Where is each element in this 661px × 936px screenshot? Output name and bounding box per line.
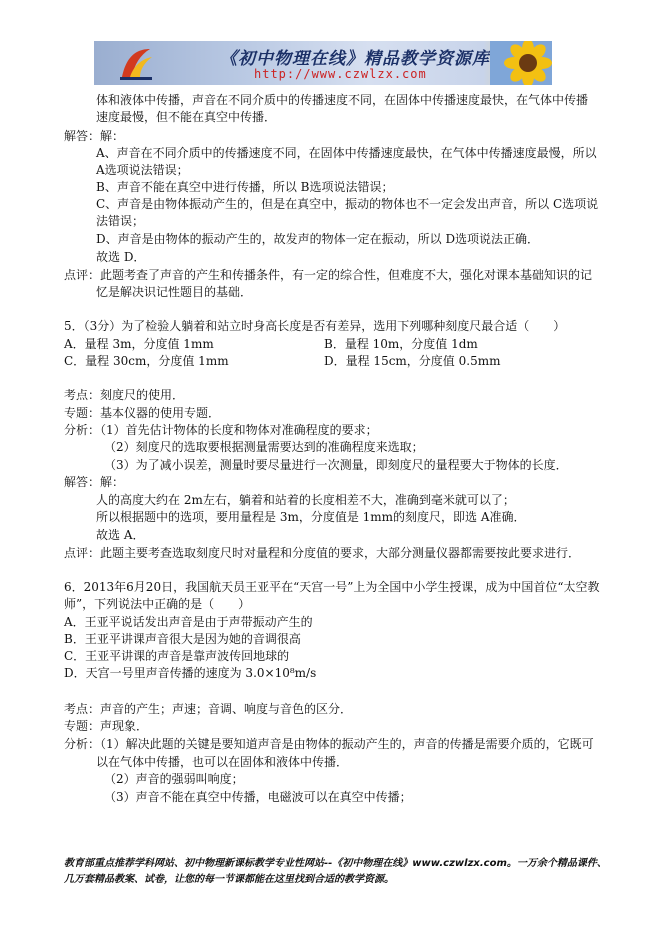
text-line: C．量程 30cm，分度值 1mm <box>64 354 229 368</box>
text-line: 考点：声音的产生；声速；音调、响度与音色的区分． <box>64 702 353 716</box>
text-line: 速度最慢，但不能在真空中传播． <box>96 110 277 124</box>
text-line: 分析：（1）首先估计物体的长度和物体对准确程度的要求； <box>64 423 378 437</box>
header-banner <box>94 41 552 85</box>
sunflower-icon <box>490 41 552 85</box>
text-line: 点评：此题主要考查选取刻度尺时对量程和分度值的要求，大部分测量仪器都需要按此要求进行． <box>64 546 581 560</box>
banner-url[interactable]: http://www.czwlzx.com <box>254 67 427 81</box>
text-line: 分析：（1）解决此题的关键是要知道声音是由物体的振动产生的，声音的传播是需要介质的，它既可 <box>64 737 594 751</box>
banner-title: 《初中物理在线》精品教学资源库 <box>220 49 490 69</box>
text-line: 忆是解决识记性题目的基础． <box>96 285 253 299</box>
text-line: 点评：此题考查了声音的产生和传播条件，有一定的综合性，但难度不大，强化对课本基础知识的记 <box>64 268 593 282</box>
text-line: 考点：刻度尺的使用． <box>64 388 185 402</box>
text-line: 人的高度大约在 2m左右，躺着和站着的长度相差不大，准确到毫米就可以了； <box>96 493 515 507</box>
text-line: 解答：解： <box>64 129 125 143</box>
text-line: D、声音是由物体的振动产生的，故发声的物体一定在振动，所以 D选项说法正确． <box>96 232 540 246</box>
text-line: （3）为了减小误差，测量时要尽量进行一次测量，即刻度尺的量程要大于物体的长度． <box>104 458 568 472</box>
text-line: D．量程 15cm，分度值 0.5mm <box>324 354 501 368</box>
text-line: A选项说法错误； <box>96 163 189 177</box>
footer-line-1: 教育部重点推荐学科网站、初中物理新课标教学专业性网站--《初中物理在线》www.czwlzx.com。一万余个精品课件、 <box>64 858 607 869</box>
text-line: C、声音是由物体振动产生的，但是在真空中，振动的物体也不一定会发出声音，所以 C选项说 <box>96 197 599 211</box>
text-line: B、声音不能在真空中进行传播，所以 B选项说法错误； <box>96 180 394 194</box>
text-line: 故选 D． <box>96 250 146 264</box>
text-line: 师”，下列说法中正确的是（ ） <box>64 597 251 611</box>
page-footer <box>64 856 607 888</box>
site-logo-icon <box>116 43 156 83</box>
text-line: 法错误； <box>96 214 145 228</box>
text-line: （3）声音不能在真空中传播，电磁波可以在真空中传播； <box>104 790 412 804</box>
text-line: （2）刻度尺的选取要根据测量需要达到的准确程度来选取； <box>104 440 424 454</box>
text-line: 所以根据题中的选项，要用量程是 3m，分度值是 1mm的刻度尺，即选 A准确． <box>96 510 526 524</box>
text-line: A．量程 3m，分度值 1mm <box>64 337 214 351</box>
footer-line-2: 几万套精品教案、试卷，让您的每一节课都能在这里找到合适的教学资源。 <box>64 874 394 885</box>
text-line: D．天宫一号里声音传播的速度为 3.0×10⁸m/s <box>64 666 317 680</box>
text-line: 故选 A． <box>96 528 145 542</box>
text-line: 以在气体中传播，也可以在固体和液体中传播． <box>96 755 349 769</box>
text-line: （2）声音的强弱叫响度； <box>104 772 244 786</box>
text-line: 体和液体中传播，声音在不同介质中的传播速度不同，在固体中传播速度最快，在气体中传播 <box>96 93 589 107</box>
text-line: 6．2013年6月20日，我国航天员王亚平在“天宫一号”上为全国中小学生授课，成为中国首位“太空教 <box>64 580 600 594</box>
text-line: 专题：声现象． <box>64 719 149 733</box>
text-line: A．王亚平说话发出声音是由于声带振动产生的 <box>64 615 313 629</box>
text-line: 解答：解： <box>64 475 125 489</box>
text-line: 专题：基本仪器的使用专题． <box>64 406 221 420</box>
text-line: B．量程 10m，分度值 1dm <box>324 337 478 351</box>
text-line: 5．（3分）为了检验人躺着和站立时身高长度是否有差异，选用下列哪种刻度尺最合适（ ） <box>64 319 566 333</box>
text-line: C．王亚平讲课的声音是靠声波传回地球的 <box>64 649 290 663</box>
text-line: A、声音在不同介质中的传播速度不同，在固体中传播速度最快，在气体中传播速度最慢，所以 <box>96 146 597 160</box>
text-line: B．王亚平讲课声音很大是因为她的音调很高 <box>64 632 301 646</box>
